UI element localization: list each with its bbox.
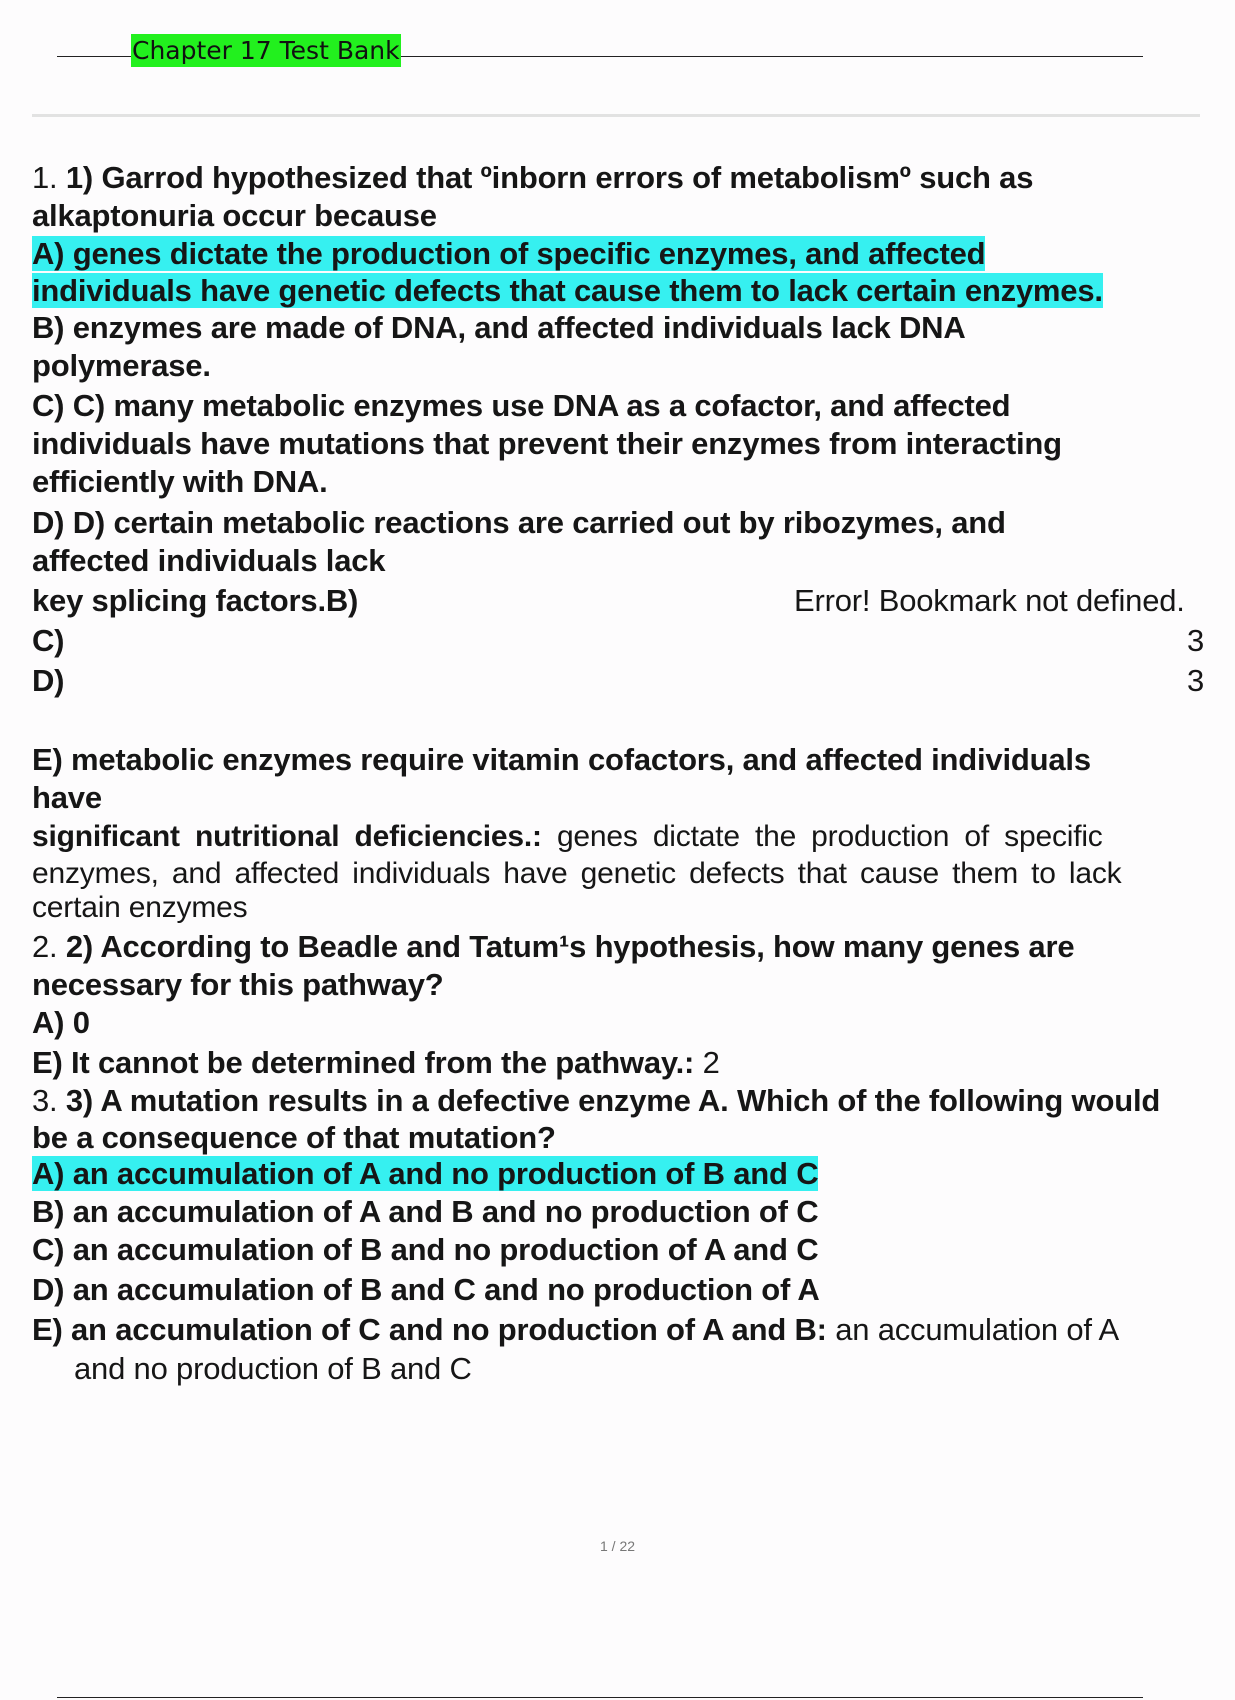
q1-number: 1. xyxy=(32,160,58,195)
q3-answer-line-2: and no production of B and C xyxy=(74,1351,472,1386)
q3-option-e-bold: E) an accumulation of C and no production of A and B: xyxy=(32,1312,827,1347)
q1-option-c-line-1: C) C) many metabolic enzymes use DNA as a cofactor, and affected xyxy=(32,388,1011,423)
q2-stem-line-2: necessary for this pathway? xyxy=(32,967,444,1002)
q1-stem-line-2: alkaptonuria occur because xyxy=(32,198,437,233)
q3-answer: an accumulation of A xyxy=(826,1312,1120,1347)
q3-option-b: B) an accumulation of A and B and no production of C xyxy=(32,1194,819,1229)
q1-toc-line-2 xyxy=(32,622,1205,660)
q1-option-a-line-2 xyxy=(32,272,1103,310)
q1-option-b-line-1: B) enzymes are made of DNA, and affected individuals lack DNA xyxy=(32,310,966,345)
q2-option-a: A) 0 xyxy=(32,1005,90,1040)
header-divider xyxy=(32,114,1200,117)
header-title: Chapter 17 Test Bank xyxy=(132,36,400,65)
q2-number: 2. xyxy=(32,929,58,964)
q1-toc-line-3-left: D) xyxy=(32,663,65,698)
q3-option-d: D) an accumulation of B and C and no production of A xyxy=(32,1272,820,1307)
q3-stem-text: 3) A mutation results in a defective enzyme A. Which of the following would xyxy=(65,1083,1161,1118)
q1-toc-line-1-left: key splicing factors.B) xyxy=(32,583,359,618)
q1-answer: genes dictate the production of specific xyxy=(541,820,1103,853)
q1-option-a-highlight-1: A) genes dictate the production of specific enzymes, and affected xyxy=(32,236,986,271)
q1-answer-line-2: enzymes, and affected individuals have genetic defects that cause them to lack xyxy=(32,857,1122,890)
q1-answer-line-3: certain enzymes xyxy=(32,891,248,924)
q2-option-e-bold: E) It cannot be determined from the pathway.: xyxy=(32,1045,695,1080)
q2-option-e xyxy=(32,1044,720,1082)
q3-option-e xyxy=(32,1311,1119,1349)
page-number: 1 / 22 xyxy=(599,1538,636,1554)
q1-option-d-line-1: D) D) certain metabolic reactions are carried out by ribozymes, and xyxy=(32,505,1006,540)
q1-option-a-line-1 xyxy=(32,235,985,273)
q3-option-a-highlight: A) an accumulation of A and no production of B and C xyxy=(32,1156,819,1191)
q1-toc-line-2-left: C) xyxy=(32,623,65,658)
q1-option-e-line-2: have xyxy=(32,780,102,815)
footer-line xyxy=(57,1697,1143,1698)
q3-stem-line-1 xyxy=(32,1082,1160,1120)
q1-option-d-line-2: affected individuals lack xyxy=(32,543,386,578)
q1-stem-text: 1) Garrod hypothesized that ºinborn errors of metabolismº such as xyxy=(65,160,1034,195)
q3-option-c: C) an accumulation of B and no production of A and C xyxy=(32,1232,819,1267)
q1-option-c-line-2: individuals have mutations that prevent their enzymes from interacting xyxy=(32,426,1062,461)
q1-toc-line-2-page: 3 xyxy=(1187,623,1205,658)
q1-option-b-line-2: polymerase. xyxy=(32,348,211,383)
q2-stem-text: 2) According to Beadle and Tatum¹s hypothesis, how many genes are xyxy=(65,929,1075,964)
q1-toc-line-3-page: 3 xyxy=(1187,663,1205,698)
q2-answer: 2 xyxy=(694,1045,720,1080)
q1-option-e-line-3 xyxy=(32,818,1103,856)
q1-stem-line-1 xyxy=(32,159,1033,197)
q1-toc-line-1 xyxy=(32,582,1200,620)
q3-number: 3. xyxy=(32,1083,58,1118)
q2-stem-line-1 xyxy=(32,928,1074,966)
q1-toc-line-3 xyxy=(32,662,1205,700)
q3-stem-line-2: be a consequence of that mutation? xyxy=(32,1120,556,1155)
q1-option-e-bold: significant nutritional deficiencies.: xyxy=(32,820,542,853)
q1-option-c-line-3: efficiently with DNA. xyxy=(32,464,328,499)
q3-option-a xyxy=(32,1155,818,1193)
q1-option-a-highlight-2: individuals have genetic defects that cause them to lack certain enzymes. xyxy=(32,273,1103,308)
q1-bookmark-error: Error! Bookmark not defined. xyxy=(794,583,1185,618)
q1-option-e-line-1: E) metabolic enzymes require vitamin cofactors, and affected individuals xyxy=(32,742,1091,777)
